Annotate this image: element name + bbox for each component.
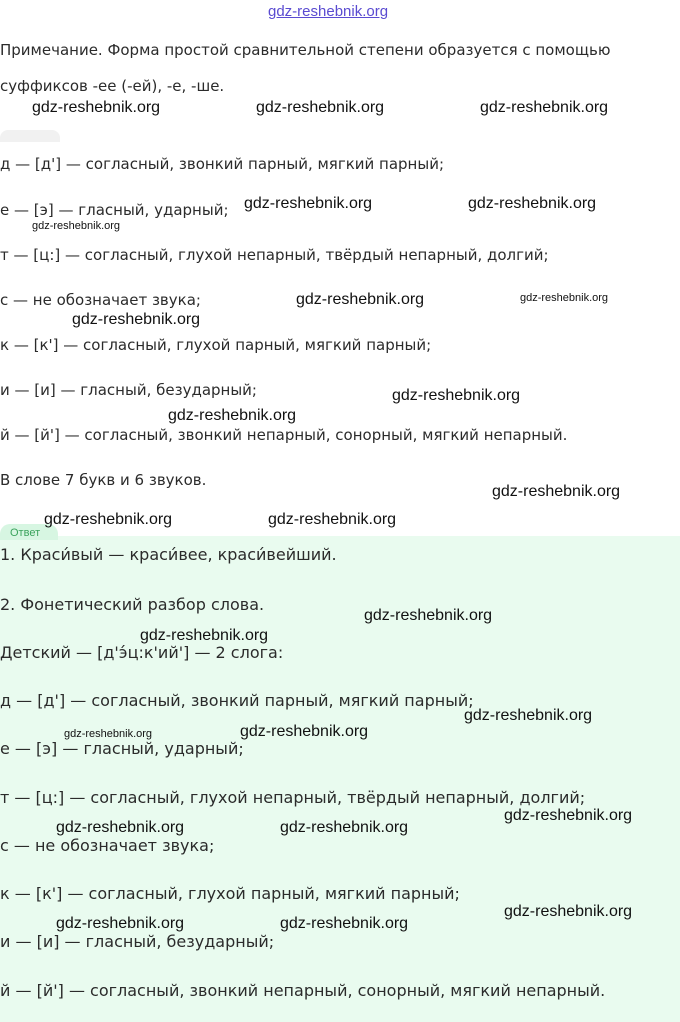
watermark: gdz-reshebnik.org (504, 807, 633, 824)
phoneme-line: т — [ц:] — согласный, глухой непарный, твёрдый непарный, долгий; (0, 246, 549, 264)
phoneme-line: с — не обозначает звука; (0, 836, 215, 855)
phoneme-line: е — [э] — гласный, ударный; (0, 201, 229, 219)
phoneme-line: д — [д'] — согласный, звонкий парный, мягкий парный; (0, 691, 474, 710)
watermark: gdz-reshebnik.org (64, 728, 153, 740)
watermark: gdz-reshebnik.org (168, 407, 297, 424)
watermark: gdz-reshebnik.org (32, 220, 121, 232)
answer-item-2: 2. Фонетический разбор слова. (0, 595, 265, 614)
watermark: gdz-reshebnik.org (480, 99, 609, 116)
watermark: gdz-reshebnik.org (520, 292, 609, 304)
answer-tab: Ответ (0, 524, 58, 540)
note-line-2: суффиксов -ее (-ей), -е, -ше. (0, 77, 225, 95)
phoneme-line: й — [й'] — согласный, звонкий непарный, сонорный, мягкий непарный. (0, 426, 568, 444)
watermark: gdz-reshebnik.org (32, 99, 161, 116)
watermark: gdz-reshebnik.org (140, 627, 269, 644)
phoneme-line: и — [и] — гласный, безударный; (0, 381, 257, 399)
watermark: gdz-reshebnik.org (72, 311, 201, 328)
answer-item-1: 1. Краси́вый — краси́вее, краси́вейший. (0, 545, 337, 564)
watermark: gdz-reshebnik.org (392, 387, 521, 404)
phoneme-line: к — [к'] — согласный, глухой парный, мягкий парный; (0, 884, 460, 903)
phoneme-line: с — не обозначает звука; (0, 291, 201, 309)
phoneme-line: и — [и] — гласный, безударный; (0, 932, 275, 951)
phoneme-line: й — [й'] — согласный, звонкий непарный, сонорный, мягкий непарный. (0, 981, 606, 1000)
watermark: gdz-reshebnik.org (280, 819, 409, 836)
watermark: gdz-reshebnik.org (296, 291, 425, 308)
watermark: gdz-reshebnik.org (240, 723, 369, 740)
watermark: gdz-reshebnik.org (468, 195, 597, 212)
watermark: gdz-reshebnik.org (56, 819, 185, 836)
phoneme-line: т — [ц:] — согласный, глухой непарный, твёрдый непарный, долгий; (0, 788, 586, 807)
watermark: gdz-reshebnik.org (244, 195, 373, 212)
watermark: gdz-reshebnik.org (44, 511, 173, 528)
note-line-1: Примечание. Форма простой сравнительной степени образуется с помощью (0, 41, 611, 59)
word-transcription: Детский — [д'э́ц:к'ий'] — 2 слога: (0, 643, 284, 662)
watermark: gdz-reshebnik.org (256, 99, 385, 116)
watermark: gdz-reshebnik.org (492, 483, 621, 500)
watermark: gdz-reshebnik.org (504, 903, 633, 920)
watermark: gdz-reshebnik.org (280, 915, 409, 932)
section-tab (0, 130, 60, 142)
phoneme-line: е — [э] — гласный, ударный; (0, 739, 244, 758)
summary-line: В слове 7 букв и 6 звуков. (0, 471, 207, 489)
watermark: gdz-reshebnik.org (464, 707, 593, 724)
watermark: gdz-reshebnik.org (56, 915, 185, 932)
phoneme-line: д — [д'] — согласный, звонкий парный, мягкий парный; (0, 155, 445, 173)
phoneme-line: к — [к'] — согласный, глухой парный, мягкий парный; (0, 336, 432, 354)
watermark: gdz-reshebnik.org (364, 607, 493, 624)
watermark-link[interactable]: gdz-reshebnik.org (268, 3, 389, 20)
watermark: gdz-reshebnik.org (268, 511, 397, 528)
